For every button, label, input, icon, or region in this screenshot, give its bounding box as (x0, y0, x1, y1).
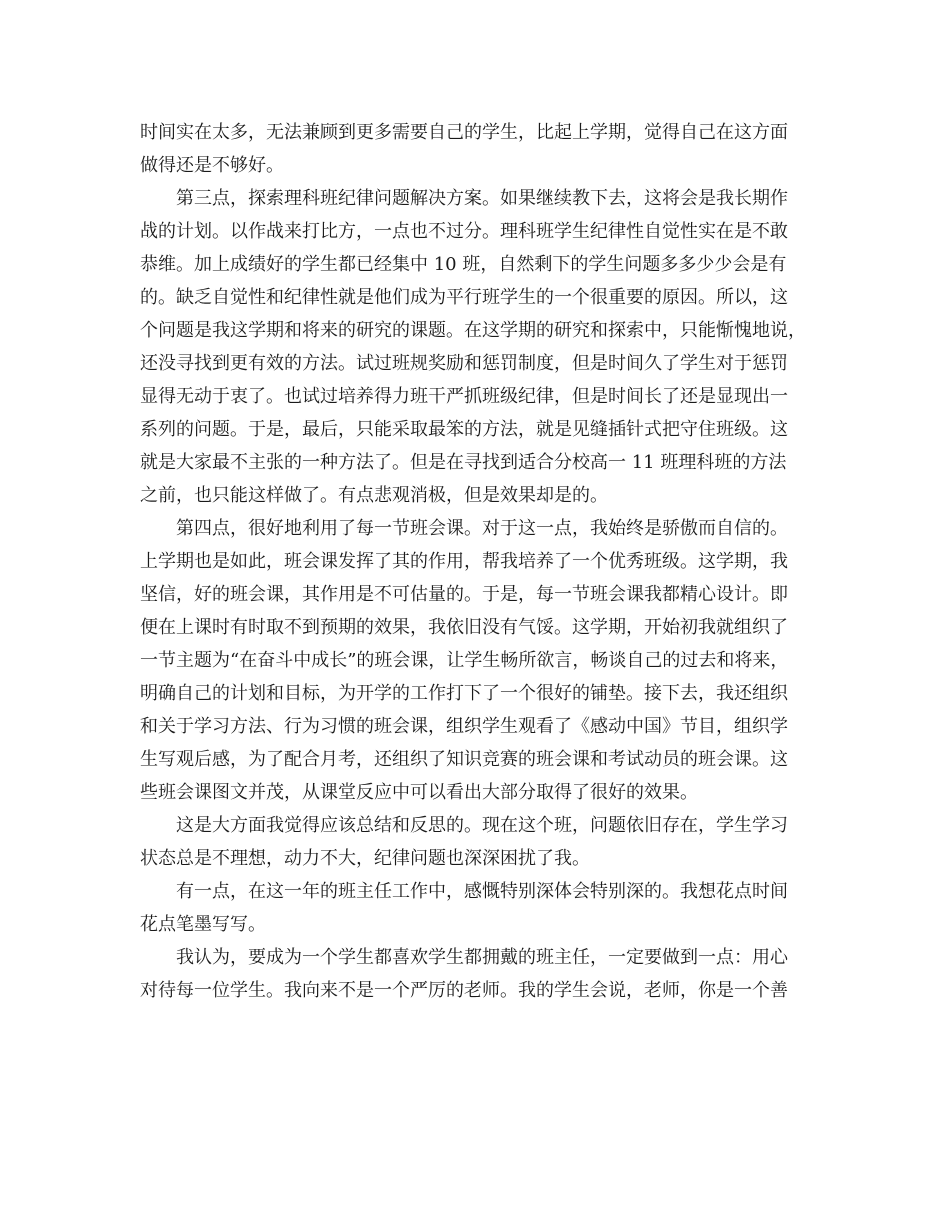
text-line: 便在上课时有时取不到预期的效果，我依旧没有气馁。这学期，开始初我就组织了 (140, 617, 788, 638)
text-line: 战的计划。以作战来打比方，一点也不过分。理科班学生纪律性自觉性实在是不敢 (140, 221, 788, 242)
text-line: 坚信，好的班会课，其作用是不可估量的。于是，每一节班会课我都精心设计。即 (140, 584, 788, 605)
text-line: 第四点，很好地利用了每一节班会课。对于这一点，我始终是骄傲而自信的。 (140, 518, 788, 539)
text-line: 有一点，在这一年的班主任工作中，感慨特别深体会特别深的。我想花点时间 (140, 881, 788, 902)
text-line: 和关于学习方法、行为习惯的班会课，组织学生观看了《感动中国》节目，组织学 (140, 716, 788, 737)
text-line: 上学期也是如此，班会课发挥了其的作用，帮我培养了一个优秀班级。这学期，我 (140, 551, 788, 572)
text-line: 些班会课图文并茂，从课堂反应中可以看出大部分取得了很好的效果。 (140, 782, 698, 803)
text-line: 的。缺乏自觉性和纪律性就是他们成为平行班学生的一个很重要的原因。所以，这 (140, 287, 788, 308)
text-line: 还没寻找到更有效的方法。试过班规奖励和惩罚制度，但是时间久了学生对于惩罚 (140, 353, 788, 374)
text-line: 明确自己的计划和目标，为开学的工作打下了一个很好的铺垫。接下去，我还组织 (140, 683, 788, 704)
text-line: 系列的问题。于是，最后，只能采取最笨的方法，就是见缝插针式把守住班级。这 (140, 419, 788, 440)
text-line: 就是大家最不主张的一种方法了。但是在寻找到适合分校高一 11 班理科班的方法 (140, 452, 787, 473)
text-line: 第三点，探索理科班纪律问题解决方案。如果继续教下去，这将会是我长期作 (140, 188, 788, 209)
text-line: 个问题是我这学期和将来的研究的课题。在这学期的研究和探索中，只能惭愧地说， (140, 320, 806, 341)
text-line: 花点笔墨写写。 (140, 914, 266, 935)
text-line: 做得还是不够好。 (140, 155, 284, 176)
text-line: 一节主题为“在奋斗中成长”的班会课，让学生畅所欲言，畅谈自己的过去和将来， (140, 650, 789, 671)
text-line: 之前，也只能这样做了。有点悲观消极，但是效果却是的。 (140, 485, 608, 506)
text-line: 我认为，要成为一个学生都喜欢学生都拥戴的班主任，一定要做到一点：用心 (140, 947, 788, 968)
text-line: 这是大方面我觉得应该总结和反思的。现在这个班，问题依旧存在，学生学习 (140, 815, 788, 836)
text-line: 生写观后感，为了配合月考，还组织了知识竞赛的班会课和考试动员的班会课。这 (140, 749, 788, 770)
text-line: 显得无动于衷了。也试过培养得力班干严抓班级纪律，但是时间长了还是显现出一 (140, 386, 788, 407)
text-line: 状态总是不理想，动力不大，纪律问题也深深困扰了我。 (140, 848, 590, 869)
text-line: 恭维。加上成绩好的学生都已经集中 10 班，自然剩下的学生问题多多少少会是有 (140, 254, 787, 275)
document-body (140, 116, 820, 1007)
text-line: 对待每一位学生。我向来不是一个严厉的老师。我的学生会说，老师，你是一个善 (140, 980, 788, 1001)
text-line: 时间实在太多，无法兼顾到更多需要自己的学生，比起上学期，觉得自己在这方面 (140, 122, 788, 143)
